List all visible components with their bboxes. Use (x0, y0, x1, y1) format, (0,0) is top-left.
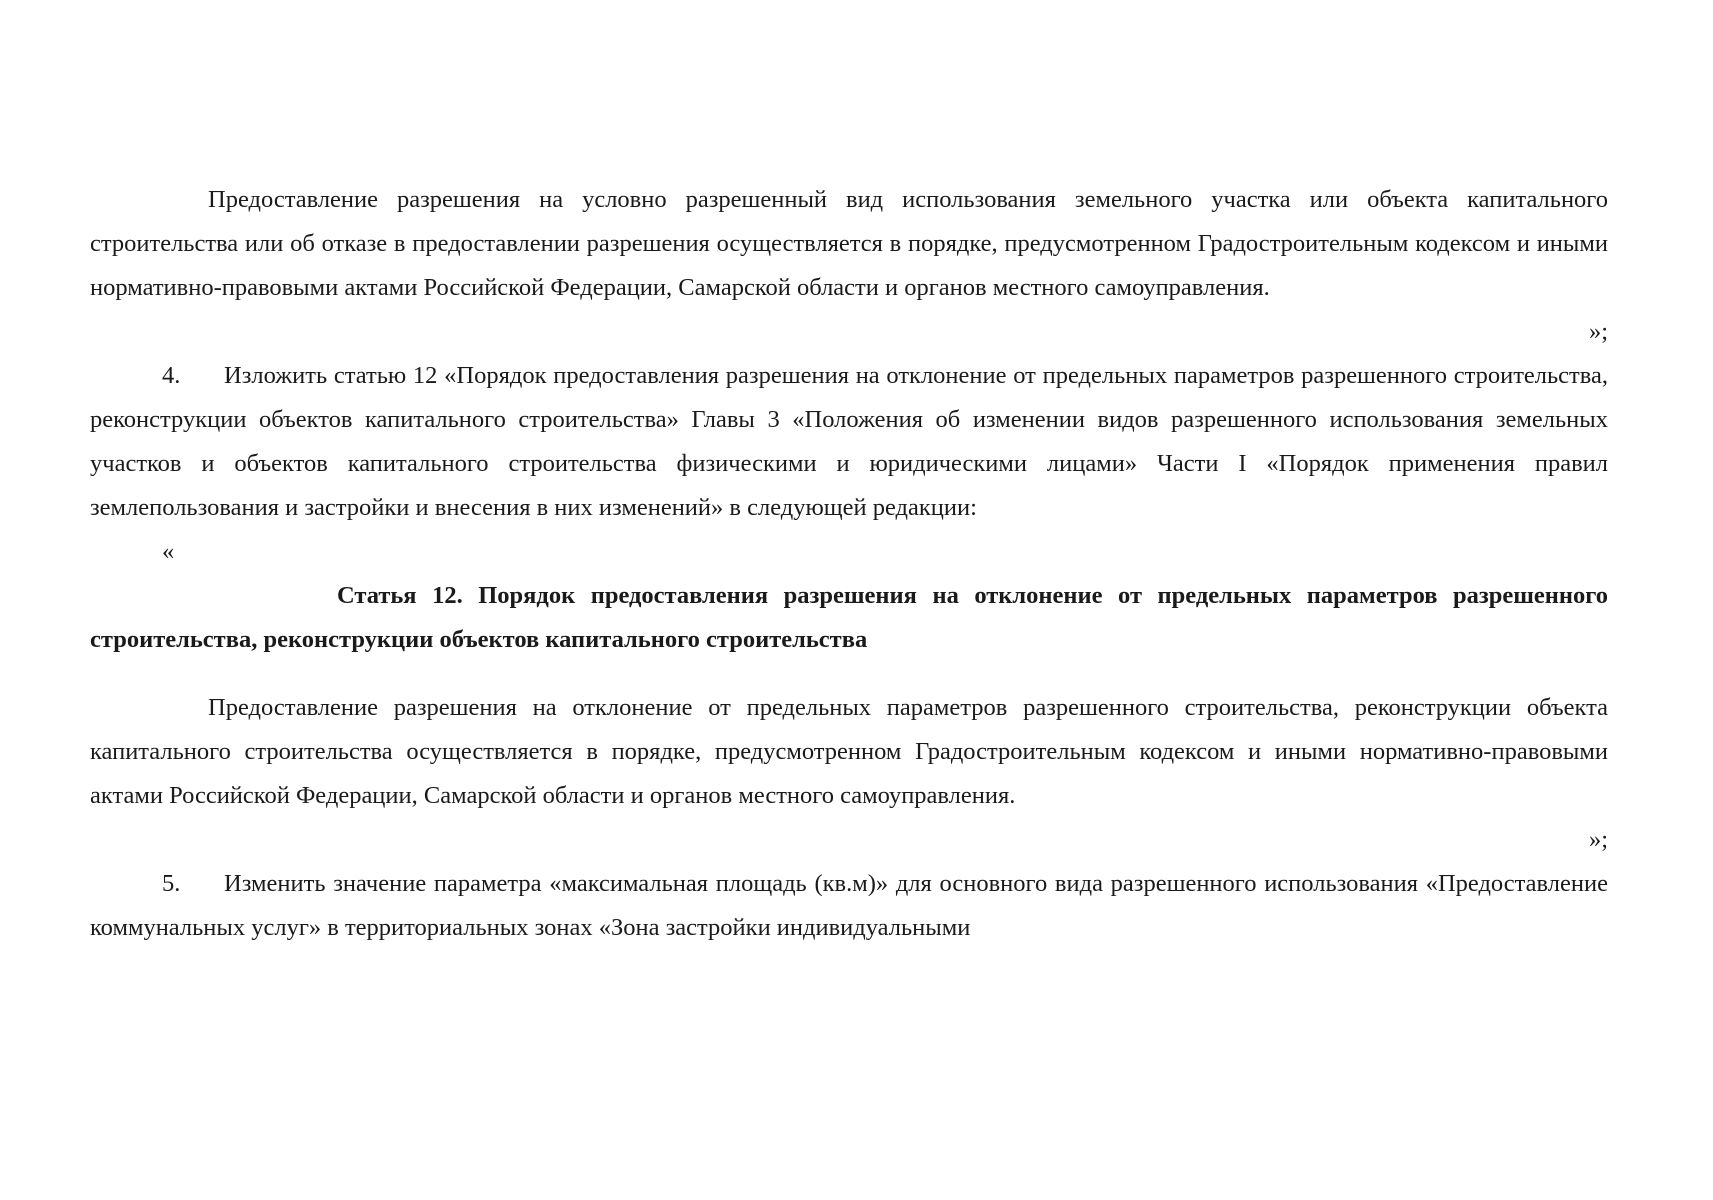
list-item-5 (90, 862, 1608, 950)
opening-quote: « (162, 538, 175, 565)
document-body (90, 178, 1608, 950)
spacer (90, 662, 1608, 686)
item-text: Изменить значение параметра «максимальная площадь (кв.м)» для основного вида разрешенного использования «Предоставление коммунальных услуг» в территориальных зонах «Зона застройки индивидуальными (90, 870, 1608, 941)
paragraph-deviation-permit: Предоставление разрешения на отклонение от предельных параметров разрешенного строительства, реконструкции объекта капитального строительства осуществляется в порядке, предусмотренном Градостроительным кодексом и иными нормативно-правовыми актами Российской Федерации, Самарской области и органов местного самоуправления. (90, 694, 1608, 809)
paragraph-conditional-permit: Предоставление разрешения на условно разрешенный вид использования земельного участка или объекта капитального строительства или об отказе в предоставлении разрешения осуществляется в порядке, предусмотренном Градостроительным кодексом и иными нормативно-правовыми актами Российской Федерации, Самарской области и органов местного самоуправления. (90, 186, 1608, 301)
item-number: 5. (162, 870, 181, 897)
closing-quote: »; (1588, 826, 1608, 853)
list-item-4 (90, 354, 1608, 530)
item-text: Изложить статью 12 «Порядок предоставления разрешения на отклонение от предельных параметров разрешенного строительства, реконструкции объектов капитального строительства» Главы 3 «Положения об изменении видов разрешенного использования земельных участков и объектов капитального строительства физическими и юридическими лицами» Части I «Порядок применения правил землепользования и застройки и внесения в них изменений» в следующей редакции: (90, 362, 1608, 521)
item-number: 4. (162, 362, 181, 389)
article-heading: Статья 12. Порядок предоставления разрешения на отклонение от предельных параметров разрешенного строительства, реконструкции объектов капитального строительства (90, 582, 1608, 653)
closing-quote: »; (1588, 318, 1608, 345)
